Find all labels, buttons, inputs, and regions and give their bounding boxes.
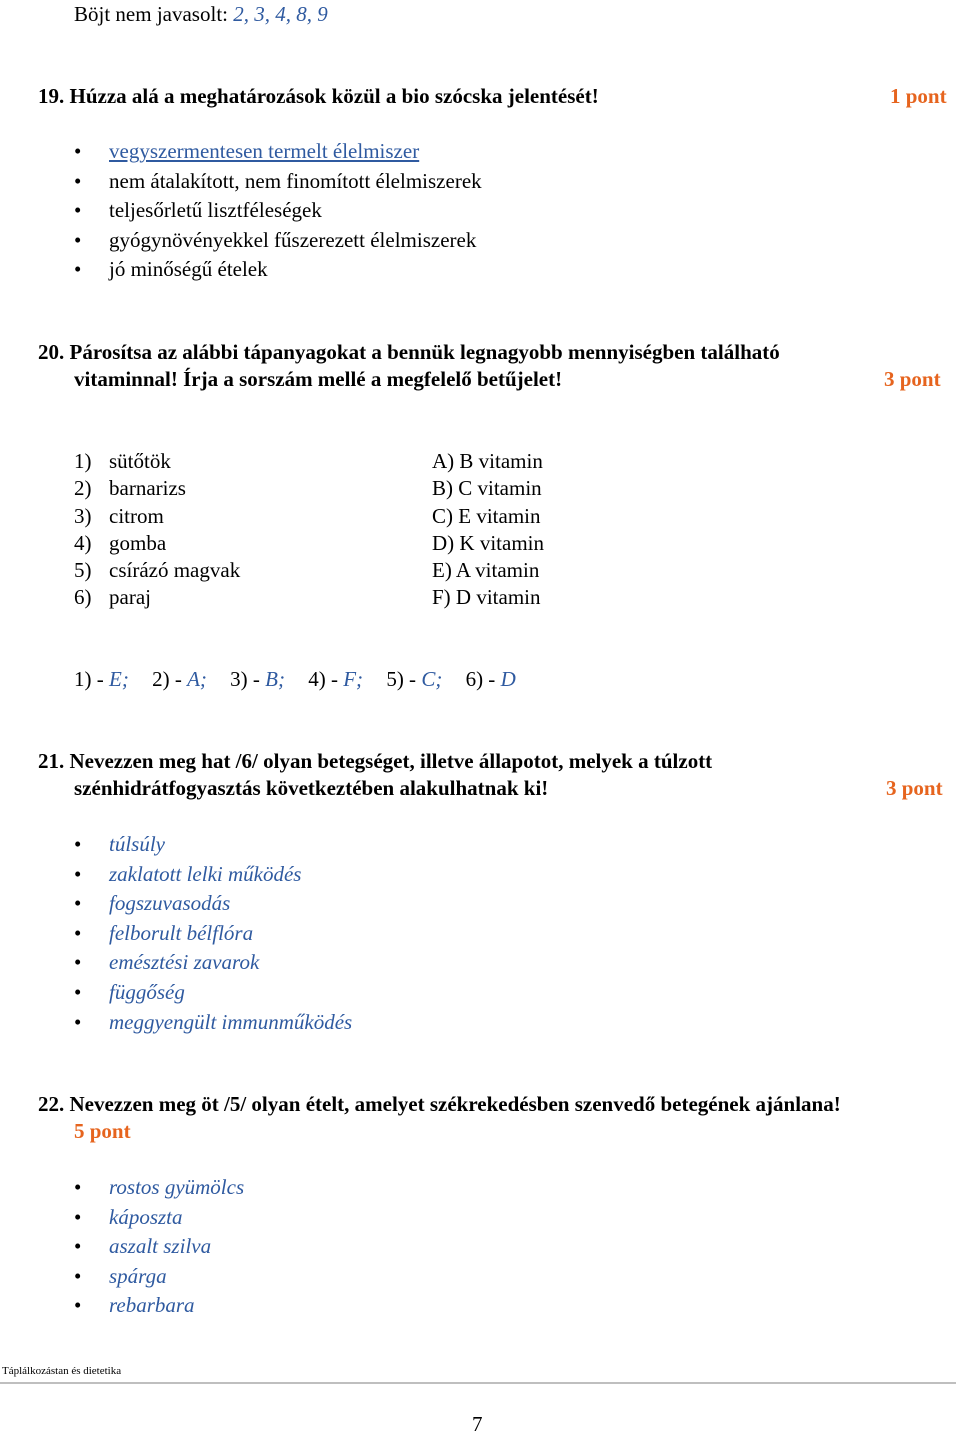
- q21-answer: [74, 978, 352, 1008]
- q22-number: 22.: [38, 1092, 65, 1116]
- q21-answer: [74, 1008, 352, 1038]
- q19-question: Húzza alá a meghatározások közül a bio szócska jelentését!: [69, 84, 599, 108]
- footer-divider: [0, 1382, 956, 1384]
- q21-number: 21.: [38, 749, 65, 773]
- q22-answer-text: spárga: [109, 1263, 167, 1288]
- q21-answer-text: meggyengült immunműködés: [109, 1009, 353, 1034]
- q20-food-name: paraj: [109, 585, 151, 610]
- q20-food-number: 4): [74, 530, 92, 555]
- fasting-hint-value: 2, 3, 4, 8, 9: [233, 2, 328, 26]
- q20-vitamin: D) K vitamin: [432, 530, 544, 555]
- q21-answer-text: zaklatott lelki működés: [109, 861, 302, 886]
- q20-answer-line: [74, 665, 516, 694]
- q19-points: 1 pont: [890, 84, 947, 108]
- q20-answer: [308, 667, 363, 691]
- q20-food-number: 5): [74, 558, 92, 583]
- q20-answer-prefix: 2) -: [152, 667, 188, 691]
- q20-food: [74, 447, 240, 474]
- q21-answer-text: túlsúly: [109, 832, 165, 856]
- q19-option-text: jó minőségű ételek: [109, 257, 268, 282]
- q20-answer-value: F;: [343, 667, 364, 691]
- q20-answer-prefix: 1) -: [74, 667, 109, 691]
- q20-food-name: sütőtök: [109, 449, 171, 473]
- q21-question-line1: Nevezzen meg hat /6/ olyan betegséget, illetve állapotot, melyek a túlzott: [69, 749, 713, 773]
- q19-option: [74, 137, 482, 167]
- q20-food-name: csírázó magvak: [109, 558, 241, 583]
- q19-option: [74, 255, 482, 285]
- page-number: 7: [472, 1412, 483, 1436]
- q20-food-number: 1): [74, 449, 92, 473]
- q20-vitamin: E) A vitamin: [432, 558, 540, 583]
- q21-answer-text: emésztési zavarok: [109, 950, 260, 975]
- q21-answer: [74, 860, 352, 890]
- q20-question-line2: vitaminnal! Írja a sorszám mellé a megfelelő betűjelet!: [74, 367, 563, 391]
- q20-vitamin: A) B vitamin: [432, 449, 543, 473]
- q22-answer: [74, 1203, 244, 1233]
- q19-option-text: teljesőrletű lisztféleségek: [109, 198, 322, 223]
- q22-answers: [74, 1173, 244, 1321]
- q22-answer-text: rostos gyümölcs: [109, 1175, 245, 1199]
- footer-title: Táplálkozástan és dietetika: [2, 1365, 122, 1377]
- q19-number: 19.: [38, 84, 65, 108]
- q20-answer: [74, 667, 129, 691]
- q20-answer: [230, 667, 285, 691]
- q21-answer: [74, 889, 352, 919]
- q20-food: [74, 502, 240, 529]
- fasting-hint: [74, 0, 328, 29]
- q20-heading-line1: [38, 338, 780, 367]
- q20-answer-prefix: 5) -: [386, 667, 422, 691]
- q22-answer-text: aszalt szilva: [109, 1234, 212, 1259]
- q21-answer: [74, 919, 352, 949]
- q20-number: 20.: [38, 340, 65, 364]
- q22-question: Nevezzen meg öt /5/ olyan ételt, amelyet székrekedésben szenvedő betegének ajánlana!: [69, 1092, 841, 1116]
- q20-vitamin: C) E vitamin: [432, 503, 541, 528]
- q20-food: [74, 529, 240, 556]
- q21-answer: [74, 948, 352, 978]
- q20-food-name: gomba: [109, 530, 167, 555]
- q22-answer: [74, 1232, 244, 1262]
- q22-heading: [38, 1090, 841, 1119]
- fasting-hint-label: Böjt nem javasolt:: [74, 2, 228, 26]
- q21-heading-line1: [38, 747, 712, 776]
- q20-food: [74, 474, 240, 501]
- q21-answer-text: függőség: [109, 979, 185, 1004]
- q22-answer-text: káposzta: [109, 1204, 183, 1229]
- q22-answer-text: rebarbara: [109, 1293, 195, 1318]
- q19-option: [74, 167, 482, 197]
- q22-answer: [74, 1173, 244, 1203]
- q19-option-text: gyógynövényekkel fűszerezett élelmiszerek: [109, 227, 477, 252]
- q20-answer-value: D: [500, 667, 516, 691]
- q20-vitamin: B) C vitamin: [432, 476, 542, 501]
- q19-option: [74, 226, 482, 256]
- q20-food: [74, 583, 240, 610]
- q19-option-text: nem átalakított, nem finomított élelmiszerek: [109, 168, 482, 193]
- q22-answer: [74, 1291, 244, 1321]
- q21-answer-text: fogszuvasodás: [109, 891, 231, 916]
- q20-answer-prefix: 3) -: [230, 667, 266, 691]
- q19-heading: [38, 82, 599, 111]
- q21-answers: [74, 830, 352, 1037]
- q21-answer-text: felborult bélflóra: [109, 920, 254, 945]
- q20-answer: [152, 667, 207, 691]
- q20-vitamin-list: [432, 447, 544, 611]
- q20-food: [74, 556, 240, 583]
- q20-answer-prefix: 6) -: [465, 667, 501, 691]
- q20-answer-value: B;: [265, 667, 285, 691]
- q22-answer: [74, 1262, 244, 1292]
- q19-option-text: vegyszermentesen termelt élelmiszer: [109, 139, 420, 163]
- q20-answer: [386, 667, 442, 691]
- q20-answer-value: C;: [421, 667, 443, 691]
- q20-points: 3 pont: [884, 367, 941, 391]
- q20-food-number: 6): [74, 585, 92, 610]
- q20-vitamin: F) D vitamin: [432, 585, 541, 610]
- q20-food-list: [74, 447, 240, 611]
- q20-answer-value: A;: [187, 667, 207, 691]
- q19-options: [74, 137, 482, 285]
- q21-answer: [74, 830, 352, 860]
- q19-option: [74, 196, 482, 226]
- q20-food-name: barnarizs: [109, 476, 186, 501]
- q20-food-number: 3): [74, 503, 92, 528]
- q20-answer-value: E;: [109, 667, 129, 691]
- q20-question-line1: Párosítsa az alábbi tápanyagokat a bennük legnagyobb mennyiségben található: [69, 340, 780, 364]
- q20-food-number: 2): [74, 476, 92, 501]
- q21-question-line2: szénhidrátfogyasztás következtében alakulhatnak ki!: [74, 776, 549, 800]
- q22-points: 5 pont: [74, 1119, 131, 1143]
- q20-food-name: citrom: [109, 503, 164, 528]
- q20-answer: [466, 667, 516, 691]
- q20-answer-prefix: 4) -: [308, 667, 344, 691]
- q21-points: 3 pont: [886, 776, 943, 800]
